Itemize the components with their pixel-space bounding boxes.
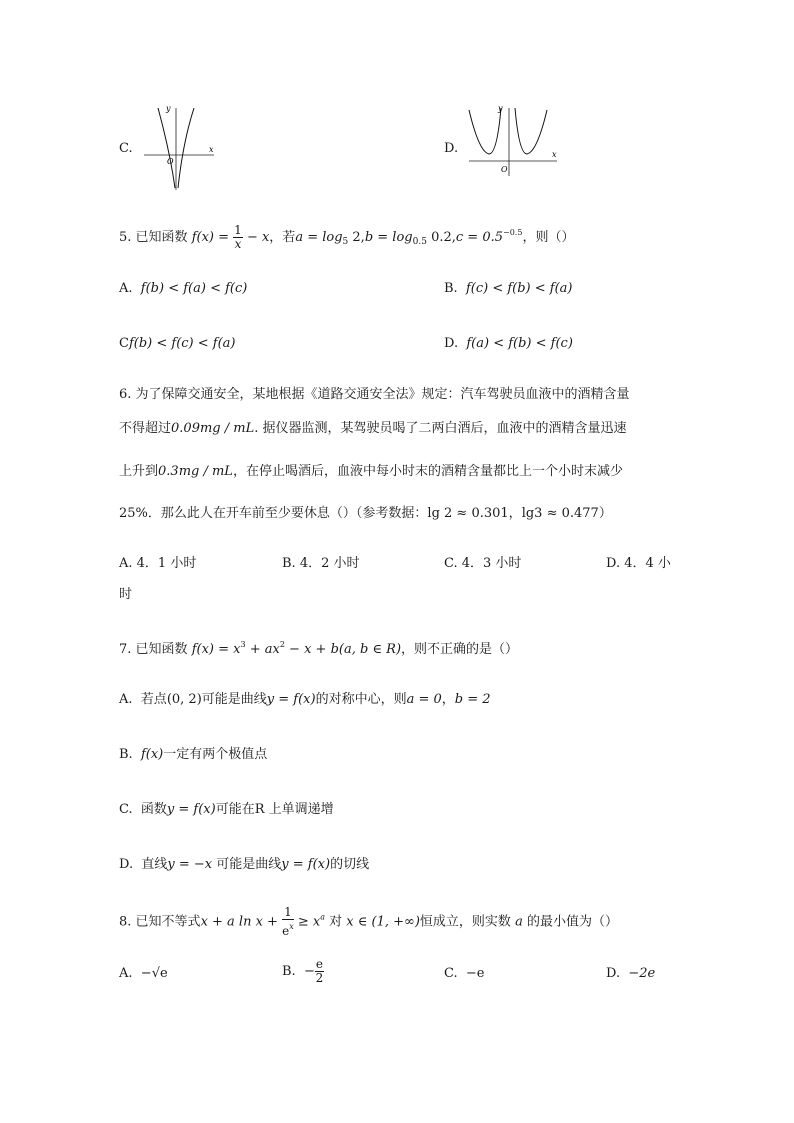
q8-frac-num: 1 xyxy=(284,905,292,919)
q6-option-d-wrap: 时 xyxy=(119,587,133,602)
q8-fraction xyxy=(282,906,294,938)
q7-option-d[interactable] xyxy=(119,856,369,874)
q7-option-a-m4: b = 2 xyxy=(454,692,491,707)
q7-option-c-p1: 函数 xyxy=(140,802,167,817)
q7-option-a-m1: (0, 2) xyxy=(166,692,202,707)
q8-option-a-label: A. xyxy=(119,966,133,981)
q7-option-d-m2: y = f(x) xyxy=(281,857,331,872)
q7-option-a-p3: 的对称中心，则 xyxy=(315,692,407,707)
q8-number: 8. xyxy=(119,914,132,930)
q6-line2-math: 0.09mg / mL xyxy=(171,421,255,436)
q5-option-b[interactable] xyxy=(444,280,573,298)
q5-option-d[interactable] xyxy=(444,335,573,353)
q5-a-def: a = log xyxy=(295,230,343,245)
q7-exp3: 3 xyxy=(240,640,246,649)
q7-option-c[interactable] xyxy=(119,801,334,819)
q7-expr: f(x) = x xyxy=(191,642,241,657)
q6-line4-a: 25%．那么此人在开车前至少要休息（）（参考数据： xyxy=(119,506,428,521)
q5-fx: f(x) = xyxy=(191,230,230,245)
q5-option-c[interactable] xyxy=(119,335,236,353)
q6-line-2 xyxy=(119,420,626,438)
x-label: x xyxy=(552,150,557,159)
q7-option-b-label: B. xyxy=(119,747,133,762)
q8-option-b-expr: − xyxy=(303,964,315,979)
question-7-stem xyxy=(119,636,518,659)
q5-intro: 已知函数 xyxy=(135,230,188,245)
q5-option-a[interactable] xyxy=(119,280,247,298)
q5-option-b-label: B. xyxy=(444,281,458,296)
question-8-stem xyxy=(119,906,618,938)
q8-option-b-frac-den: 2 xyxy=(315,971,324,985)
q6-option-c[interactable]: C. 4．3 小时 xyxy=(444,556,522,571)
q8-ge-exp: a xyxy=(320,912,325,922)
q7-option-a-p2: 可能是曲线 xyxy=(201,692,267,707)
q7-option-a-label: A. xyxy=(119,692,133,707)
q7-option-b-m1: f(x) xyxy=(140,747,164,762)
q7-option-d-m1: y = −x xyxy=(167,857,213,872)
q7-option-a-m2: y = f(x) xyxy=(266,692,316,707)
q7-option-b-p1: 一定有两个极值点 xyxy=(163,747,268,762)
q6-line3-math: 0.3mg / mL xyxy=(158,464,233,479)
q8-frac-den-exp: x xyxy=(289,922,294,931)
q7-option-d-p2: 可能是曲线 xyxy=(216,857,282,872)
q7-option-d-label: D. xyxy=(119,857,134,872)
q6-option-b[interactable]: B. 4．2 小时 xyxy=(282,556,360,571)
q6-option-d[interactable]: D. 4．4 小 xyxy=(606,556,671,571)
q5-option-a-expr: f(b) < f(a) < f(c) xyxy=(140,281,248,296)
q5-c-exp: −0.5 xyxy=(503,228,523,237)
origin-label: O xyxy=(501,165,508,174)
q6-line4-c: ， xyxy=(508,506,522,521)
q6-line4-math2: lg3 ≈ 0.477 xyxy=(521,506,599,521)
q8-option-d[interactable] xyxy=(606,965,655,983)
q5-option-a-label: A. xyxy=(119,281,133,296)
q8-ge: ≥ x xyxy=(297,914,321,930)
q6-option-a[interactable]: A. 4．1 小时 xyxy=(119,556,197,571)
q7-number: 7. xyxy=(119,642,132,657)
q7-rest: − x + b(a, b ∈ R) xyxy=(284,642,402,657)
q8-tail1: 恒成立，则实数 xyxy=(419,914,511,930)
q5-b-arg: 0.2, xyxy=(426,230,456,245)
q5-b-base: 0.5 xyxy=(412,237,427,247)
q6-line-4 xyxy=(119,505,612,523)
q6-line4-math1: lg 2 ≈ 0.301 xyxy=(427,506,509,521)
q5-option-c-label: C xyxy=(119,336,129,351)
q6-line2-a: 不得超过 xyxy=(119,421,172,436)
q6-line2-b: . 据仪器监测，某驾驶员喝了二两白酒后，血液中的酒精含量迅速 xyxy=(254,421,627,436)
graph-option-d xyxy=(463,102,563,180)
q5-option-b-expr: f(c) < f(b) < f(a) xyxy=(465,281,573,296)
option-d-label: D. xyxy=(444,141,459,156)
graph-option-c xyxy=(138,102,220,192)
q5-frac-den: x xyxy=(234,237,242,251)
curve-right xyxy=(515,108,547,154)
q6-line3-a: 上升到 xyxy=(119,464,159,479)
q7-option-a-p4: ， xyxy=(441,692,455,707)
q8-expr: x + a ln x + xyxy=(200,914,278,930)
q8-option-b-label: B. xyxy=(282,964,296,979)
q8-var: a xyxy=(515,914,523,930)
q8-frac-den xyxy=(282,920,294,938)
q5-c-def: c = 0.5 xyxy=(455,230,504,245)
q7-option-c-label: C. xyxy=(119,802,133,817)
q8-option-d-expr: −2e xyxy=(628,966,656,981)
q5-frac-num: 1 xyxy=(234,223,242,237)
q8-option-a-expr: −√e xyxy=(140,966,168,981)
q6-line-1: 6. 为了保障交通安全，某地根据《道路交通安全法》规定：汽车驾驶员血液中的酒精含量 xyxy=(119,387,630,402)
q5-number: 5. xyxy=(119,230,132,245)
q8-mid: 对 xyxy=(329,914,343,930)
q7-tail: ，则不正确的是（） xyxy=(401,642,519,657)
q8-option-b-frac-num: e xyxy=(315,957,323,971)
q8-option-c[interactable] xyxy=(444,965,484,983)
q8-option-d-label: D. xyxy=(606,966,621,981)
curve-right xyxy=(178,108,194,188)
q7-exp2: 2 xyxy=(279,640,285,649)
q5-fraction xyxy=(233,224,243,251)
origin-label: O xyxy=(167,157,174,166)
q8-option-c-label: C. xyxy=(444,966,458,981)
q7-option-a[interactable] xyxy=(119,691,491,709)
x-label: x xyxy=(209,145,214,154)
q6-line-3 xyxy=(119,463,623,481)
q7-intro: 已知函数 xyxy=(135,642,188,657)
y-label: y xyxy=(498,104,503,113)
y-label: y xyxy=(166,104,171,113)
curve-left xyxy=(469,108,501,154)
q8-tail2: 的最小值为（） xyxy=(526,914,618,930)
q5-option-d-expr: f(a) < f(b) < f(c) xyxy=(466,336,573,351)
q5-b-def: b = log xyxy=(364,230,413,245)
q7-option-d-p1: 直线 xyxy=(141,857,168,872)
q6-line4-end: ） xyxy=(598,506,612,521)
q8-domain: x ∈ (1, +∞) xyxy=(346,914,420,930)
q7-option-c-p3: 上单调递增 xyxy=(268,802,334,817)
q8-frac-den-base: e xyxy=(282,924,290,938)
q8-option-b[interactable] xyxy=(282,958,324,985)
q7-option-b[interactable] xyxy=(119,746,267,764)
q5-tail: ，则（） xyxy=(522,230,575,245)
q5-comma-if: ，若 xyxy=(269,230,296,245)
q7-option-c-m2: R xyxy=(254,802,265,817)
q5-minus-x: − x xyxy=(246,230,270,245)
q5-option-c-expr: f(b) < f(c) < f(a) xyxy=(128,336,236,351)
q8-option-b-fraction xyxy=(315,958,324,985)
q8-intro: 已知不等式 xyxy=(135,914,201,930)
q5-a-base: 5 xyxy=(342,237,349,247)
q6-line3-b: ，在停止喝酒后，血液中每小时末的酒精含量都比上一个小时末减少 xyxy=(232,464,623,479)
option-c-label: C. xyxy=(119,141,133,156)
question-5-stem xyxy=(119,224,574,251)
q8-option-a[interactable] xyxy=(119,965,168,983)
q7-option-c-m1: y = f(x) xyxy=(166,802,216,817)
q7-mid: + ax xyxy=(245,642,280,657)
q5-option-d-label: D. xyxy=(444,336,459,351)
q7-option-a-p1: 若点 xyxy=(140,692,167,707)
q7-option-d-p3: 的切线 xyxy=(330,857,370,872)
q7-option-a-m3: a = 0 xyxy=(406,692,442,707)
q7-option-c-p2: 可能在 xyxy=(215,802,255,817)
curve-left xyxy=(158,108,175,188)
q5-a-arg: 2, xyxy=(348,230,365,245)
q8-option-c-expr: −e xyxy=(465,966,485,981)
